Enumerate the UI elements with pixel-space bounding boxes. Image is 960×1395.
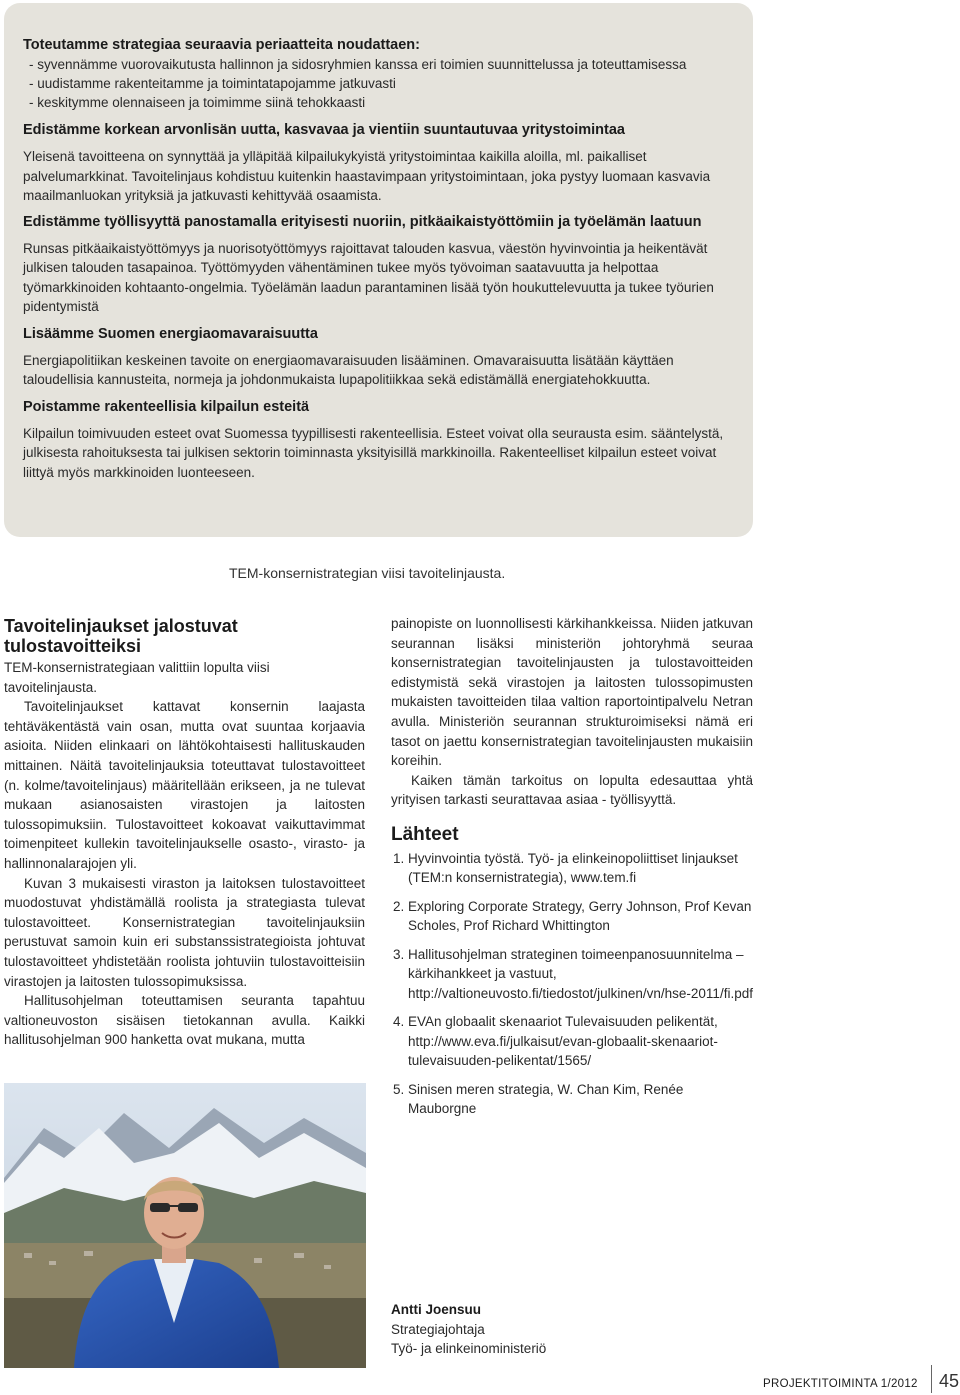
author-organization: Työ- ja elinkeinoministeriö [391,1341,547,1356]
box-content [23,36,735,482]
article-paragraph: Kaiken tämän tarkoitus on lopulta edesauttaa yhtä yrityisen tarkasti seurattavaa asiaa - työllisyyttä. [391,772,753,808]
author-name: Antti Joensuu [391,1302,481,1317]
article-title: Tavoitelinjaukset jalostuvat tulostavoitteiksi [4,616,238,656]
references-list [391,849,753,1119]
article-left-column [4,616,365,1050]
article-right-column [391,614,753,1128]
mountain-landscape-image [4,1083,366,1368]
list-item: - uudistamme rakenteitamme ja toimintatapojamme jatkuvasti [23,74,735,93]
reference-item: 3. Hallitusohjelman strateginen toimeenpanosuunnitelma – kärkihankkeet ja vastuut, http://valtioneuvosto.fi/tiedostot/julkinen/vn/hse-2011/fi.pdf [408,945,753,1004]
article-paragraph: Tavoitelinjaukset kattavat konsernin laajasta tehtäväkentästä vain osan, mutta ovat suuntaa korjaavia asioita. Niiden elinkaari on lähtökohtaisesti hallituskauden mittainen. Näitä tavoitelinjauksia toteuttavat tulostavoitteet (n. kolme/tavoitelinjaus) määritellään erikseen, ja ne tulevat mukaan asianosaisten virastojen ja laitosten tulossopimuksiin. Tulostavoitteet kokoavat vaikuttavimmat toimenpiteet kullekin tavoitelinjaukselle osasto-, virasto- ja hallinnonalarajojen yli. [4,699,365,871]
section-heading: Edistämme työllisyyttä panostamalla erityisesti nuoriin, pitkäaikaistyöttömiin ja työelämän laatuun [23,213,702,230]
reference-item: 5. Sinisen meren strategia, W. Chan Kim, Renée Mauborgne [408,1080,753,1119]
author-role: Strategiajohtaja [391,1321,485,1337]
references-title: Lähteet [391,823,459,845]
article-lead: TEM-konsernistrategiaan valittiin lopulta viisi tavoitelinjausta. [4,660,270,695]
strategy-principles-box [4,3,753,537]
intro-title: Toteutamme strategiaa seuraavia periaatteita noudattaen: [23,37,420,53]
section-body: Runsas pitkäaikaistyöttömyys ja nuorisotyöttömyys rajoittavat talouden kasvua, väestön hyvinvointia ja heikentävät julkisen talouden tasapainoa. Työttömyyden vähentäminen tukee myös työvoiman saatavuutta ja helpottaa työmarkkinoiden kohtaanto-ongelmia. Työelämän laadun parantaminen lisää työn houkuttelevuutta ja tukee työurien pidentymistä [23,240,714,314]
article-paragraph: Kuvan 3 mukaisesti viraston ja laitoksen tulostavoitteet muodostuvat yhdistämällä roolista ja strategiasta tulevat tulostavoitteet. Konsernistrategian tavoitelinjauksiin perustuvat samoin kuin eri substanssistrategioista johtuvat tulostavoitteet yhdistetään roolista johtuviin tulostavoitteisiin virastojen ja laitosten tulossopimuksissa. [4,875,365,989]
figure-caption: TEM-konsernistrategian viisi tavoitelinjausta. [229,565,506,581]
intro-list [23,55,735,112]
article-paragraph: painopiste on luonnollisesti kärkihankkeissa. Niiden jatkuvan seurannan lisäksi ministeriön johtoryhmä seuraa konsernistrategian tavoitelinjausten ja tulostavoitteiden edistymistä sekä virastojen ja laitosten tulossopimusten mukaisten tavoitteiden tilaa valtion raportointipalvelu Netran avulla. Ministeriön seurannan strukturoimiseksi nämä eri tasot on jaettu konsernistrategian tavoitelinjausten mukaisiin koreihin. [391,616,753,769]
footer-divider [931,1365,932,1393]
magazine-name: PROJEKTITOIMINTA 1/2012 [763,1378,918,1390]
section-heading: Poistamme rakenteellisia kilpailun esteitä [23,398,310,415]
section-heading: Lisäämme Suomen energiaomavaraisuutta [23,325,318,342]
reference-item: 4. EVAn globaalit skenaariot Tulevaisuuden pelikentät, http://www.eva.fi/julkaisut/evan-globaalit-skenaariot-tulevaisuuden-pelikentat/1565/ [408,1012,753,1071]
reference-item: 1. Hyvinvointia työstä. Työ- ja elinkeinopoliittiset linjaukset (TEM:n konsernistrategia), www.tem.fi [408,849,753,888]
reference-item: 2. Exploring Corporate Strategy, Gerry Johnson, Prof Kevan Scholes, Prof Richard Whittington [408,897,753,936]
list-item: - keskitymme olennaiseen ja toimimme siinä tehokkaasti [23,93,735,112]
author-byline [391,1300,546,1359]
page-number: 45 [939,1371,960,1391]
section-body: Yleisenä tavoitteena on synnyttää ja ylläpitää kilpailukykyistä yritystoimintaa kaikilla aloilla, ml. paikalliset palvelumarkkinat. Tavoitelinjaus kohdistuu kuitenkin haastavimpaan yritystoimintaan, joka pystyy luomaan kasvavia maailmanluokan yrityksiä ja jatkuvasti kehittyvää osaamista. [23,149,711,203]
section-heading: Edistämme korkean arvonlisän uutta, kasvavaa ja vientiin suuntautuvaa yritystoimintaa [23,122,625,138]
section-body: Energiapolitiikan keskeinen tavoite on energiaomavaraisuuden lisääminen. Omavaraisuutta lisätään käyttäen taloudellisia kannusteita, normeja ja johdonmukaista lupapolitiikkaa sekä edistämällä energiatehokkuutta. [23,352,674,387]
section-body: Kilpailun toimivuuden esteet ovat Suomessa tyypillisesti rakenteellisia. Esteet voivat olla seurausta esim. sääntelystä, julkisesta rahoituksesta tai julkisen sektorin toiminnasta yksityisillä markkinoilla. Rakenteelliset kilpailun esteet voivat liittyä myös markkinoiden luonteeseen. [23,425,724,480]
list-item: - syvennämme vuorovaikutusta hallinnon ja sidosryhmien kanssa eri toimien suunnittelussa ja toteuttamisessa [23,55,735,74]
article-paragraph: Hallitusohjelman toteuttamisen seuranta tapahtuu valtioneuvoston sisäisen tietokannan avulla. Kaikki hallitusohjelman 900 hanketta ovat mukana, mutta [4,993,365,1048]
author-photo [4,1083,366,1368]
